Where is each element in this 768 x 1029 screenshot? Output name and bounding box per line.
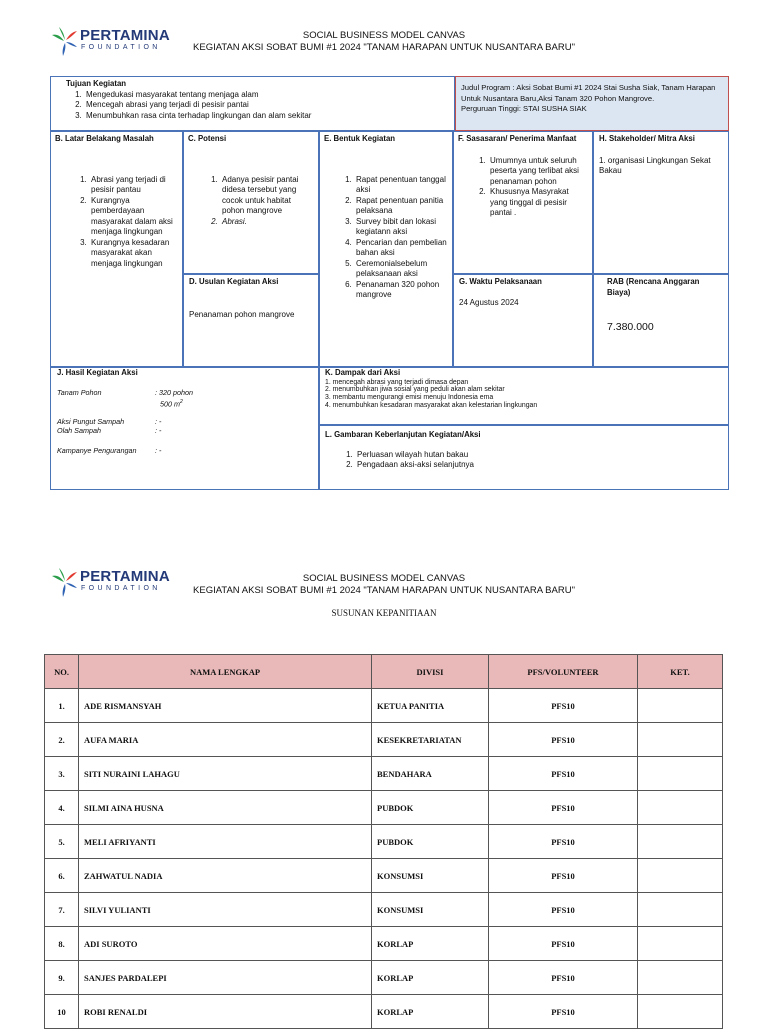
dampak-item: 1. mencegah abrasi yang terjadi dimasa depan xyxy=(325,378,469,386)
potensi-title: C. Potensi xyxy=(188,134,227,143)
keberlanjutan-box xyxy=(319,425,729,490)
row-ket xyxy=(638,723,723,757)
hasil-title: J. Hasil Kegiatan Aksi xyxy=(57,368,138,377)
tanam-area xyxy=(160,398,183,409)
bentuk-item: 4. Pencarian dan pembelian bahan aksi xyxy=(354,238,448,259)
row-divisi: KORLAP xyxy=(372,995,489,1029)
row-no: 1. xyxy=(45,689,79,723)
table-row xyxy=(45,757,723,791)
table-row xyxy=(45,927,723,961)
keberlanjutan-item: 1. Perluasan wilayah hutan bakau xyxy=(355,450,723,461)
row-divisi: KONSUMSI xyxy=(372,859,489,893)
row-ket xyxy=(638,689,723,723)
title-line-1: SOCIAL BUSINESS MODEL CANVAS xyxy=(302,30,466,41)
row-divisi: KORLAP xyxy=(372,927,489,961)
tanam-area-text: 500 m xyxy=(160,399,180,409)
title-line-2: KEGIATAN AKSI SOBAT BUMI #1 2024 "TANAM HARAPAN UNTUK NUSANTARA BARU" xyxy=(193,42,575,53)
row-pfs: PFS10 xyxy=(489,723,638,757)
kampanye-value: : - xyxy=(155,446,162,455)
hasil-kegiatan-box xyxy=(50,367,319,490)
table-row xyxy=(45,825,723,859)
row-ket xyxy=(638,995,723,1029)
panitia-table-body xyxy=(45,689,723,1029)
stakeholder-text: 1. organisasi Lingkungan Sekat Bakau xyxy=(599,155,711,175)
olah-value: : - xyxy=(155,426,162,435)
row-no: 7. xyxy=(45,893,79,927)
row-nama: SILVI YULIANTI xyxy=(79,893,372,927)
potensi-item: 1. Adanya pesisir pantai didesa tersebut yang cocok untuk habitat pohon mangrove xyxy=(220,175,314,217)
tujuan-item: 2. Mencegah abrasi yang terjadi di pesisir pantai xyxy=(84,100,454,111)
row-no: 8. xyxy=(45,927,79,961)
latar-item: 2. Kurangnya pemberdayaan masyarakat dalam aksi menjaga lingkungan xyxy=(89,196,178,238)
row-divisi: KESEKRETARIATAN xyxy=(372,723,489,757)
latar-item: 1. Abrasi yang terjadi di pesisir pantau xyxy=(89,175,178,196)
row-ket xyxy=(638,927,723,961)
waktu-box xyxy=(453,274,593,367)
panitia-table xyxy=(44,654,723,1029)
bentuk-kegiatan-box xyxy=(319,131,453,367)
row-pfs: PFS10 xyxy=(489,961,638,995)
row-ket xyxy=(638,893,723,927)
row-nama: MELI AFRIYANTI xyxy=(79,825,372,859)
row-divisi: KETUA PANITIA xyxy=(372,689,489,723)
latar-item: 3. Kurangnya kesadaran masyarakat akan menjaga lingkungan xyxy=(89,238,178,270)
kampanye-label: Kampanye Pengurangan xyxy=(57,446,137,455)
latar-title: B. Latar Belakang Masalah xyxy=(55,134,154,143)
pungut-label: Aksi Pungut Sampah xyxy=(57,417,125,426)
row-divisi: BENDAHARA xyxy=(372,757,489,791)
bentuk-title: E. Bentuk Kegiatan xyxy=(324,134,396,143)
col-header-divisi: DIVISI xyxy=(372,655,489,689)
title-line-1: SOCIAL BUSINESS MODEL CANVAS xyxy=(302,573,466,584)
row-no: 9. xyxy=(45,961,79,995)
sasaran-item: 1. Umumnya untuk seluruh peserta yang terlibat aksi penanaman pohon xyxy=(488,156,588,188)
dampak-box xyxy=(319,367,729,425)
dampak-item: 4. menumbuhkan kesadaran masyarakat akan kelestarian lingkungan xyxy=(325,401,538,409)
row-ket xyxy=(638,757,723,791)
tujuan-title: Tujuan Kegiatan xyxy=(66,79,127,88)
col-header-pfs: PFS/VOLUNTEER xyxy=(489,655,638,689)
row-divisi: PUBDOK xyxy=(372,791,489,825)
row-pfs: PFS10 xyxy=(489,995,638,1029)
table-row xyxy=(45,689,723,723)
usulan-title: D. Usulan Kegiatan Aksi xyxy=(189,277,279,286)
row-ket xyxy=(638,825,723,859)
logo-sub-text: FOUNDATION xyxy=(81,585,161,592)
judul-program-box xyxy=(455,76,729,131)
title-line-2: KEGIATAN AKSI SOBAT BUMI #1 2024 "TANAM HARAPAN UNTUK NUSANTARA BARU" xyxy=(193,585,575,596)
dampak-item: 2. menumbuhkan jiwa sosial yang peduli akan alam sekitar xyxy=(325,386,505,394)
keberlanjutan-item: 2. Pengadaan aksi-aksi selanjutnya xyxy=(355,460,723,471)
dampak-title: K. Dampak dari Aksi xyxy=(325,368,401,377)
waktu-text: 24 Agustus 2024 xyxy=(459,297,519,307)
sasaran-item: 2. Khususnya Masyrakat yang tinggal di pesisir pantai . xyxy=(488,187,588,219)
table-row xyxy=(45,723,723,757)
table-row xyxy=(45,893,723,927)
rab-box xyxy=(593,274,729,367)
tujuan-item: 1. Mengedukasi masyarakat tentang menjaga alam xyxy=(84,90,454,101)
table-row xyxy=(45,961,723,995)
table-row xyxy=(45,791,723,825)
rab-value: 7.380.000 xyxy=(607,321,654,333)
table-row xyxy=(45,995,723,1029)
dampak-item: 3. membantu mengurangi emisi menuju Indonesia ema xyxy=(325,394,494,402)
row-no: 3. xyxy=(45,757,79,791)
tanam-label: Tanam Pohon xyxy=(57,388,102,397)
tanam-area-sup: 2 xyxy=(179,399,183,405)
row-nama: SITI NURAINI LAHAGU xyxy=(79,757,372,791)
keberlanjutan-title: L. Gambaran Keberlanjutan Kegiatan/Aksi xyxy=(325,430,481,439)
row-nama: ROBI RENALDI xyxy=(79,995,372,1029)
usulan-text: Penanaman pohon mangrove xyxy=(189,309,295,319)
potensi-box xyxy=(183,131,319,274)
row-pfs: PFS10 xyxy=(489,927,638,961)
row-nama: SANJES PARDALEPI xyxy=(79,961,372,995)
row-nama: ADE RISMANSYAH xyxy=(79,689,372,723)
row-divisi: PUBDOK xyxy=(372,825,489,859)
rab-title: RAB (Rencana Anggaran Biaya) xyxy=(607,277,700,297)
susunan-kepanitiaan-title: SUSUNAN KEPANITIAAN xyxy=(331,608,437,618)
potensi-item: 2. Abrasi. xyxy=(220,217,314,228)
row-nama: SILMI AINA HUSNA xyxy=(79,791,372,825)
row-no: 4. xyxy=(45,791,79,825)
row-nama: AUFA MARIA xyxy=(79,723,372,757)
row-pfs: PFS10 xyxy=(489,689,638,723)
bentuk-item: 1. Rapat penentuan tanggal aksi xyxy=(354,175,448,196)
waktu-title: G. Waktu Pelaksanaan xyxy=(459,277,542,286)
tujuan-item: 3. Menumbuhkan rasa cinta terhadap lingkungan dan alam sekitar xyxy=(84,111,454,122)
bentuk-item: 5. Ceremonialsebelum pelaksanaan aksi xyxy=(354,259,448,280)
row-pfs: PFS10 xyxy=(489,825,638,859)
row-nama: ZAHWATUL NADIA xyxy=(79,859,372,893)
logo-sub-text: FOUNDATION xyxy=(81,44,161,51)
row-no: 6. xyxy=(45,859,79,893)
row-no: 10 xyxy=(45,995,79,1029)
row-pfs: PFS10 xyxy=(489,791,638,825)
perguruan-tinggi-text: Perguruan Tinggi: STAI SUSHA SIAK xyxy=(461,104,587,113)
row-ket xyxy=(638,961,723,995)
row-nama: ADI SUROTO xyxy=(79,927,372,961)
tujuan-kegiatan-box xyxy=(50,76,455,131)
judul-program-text: Judul Program : Aksi Sobat Bumi #1 2024 Stai Susha Siak, Tanam Harapan Untuk Nusantara Baru,Aksi Tanam 320 Pohon Mangrove. xyxy=(461,83,716,103)
sasaran-title: F. Sasasaran/ Penerima Manfaat xyxy=(458,134,577,143)
olah-label: Olah Sampah xyxy=(57,426,101,435)
row-ket xyxy=(638,859,723,893)
row-pfs: PFS10 xyxy=(489,859,638,893)
page-title xyxy=(0,573,768,597)
latar-belakang-box xyxy=(50,131,183,367)
tanam-value: : 320 pohon xyxy=(155,388,193,397)
row-ket xyxy=(638,791,723,825)
page-title xyxy=(0,30,768,54)
row-pfs: PFS10 xyxy=(489,893,638,927)
stakeholder-title: H. Stakeholder/ Mitra Aksi xyxy=(599,134,695,143)
table-header-row xyxy=(45,655,723,689)
table-row xyxy=(45,859,723,893)
col-header-no: NO. xyxy=(45,655,79,689)
row-no: 2. xyxy=(45,723,79,757)
bentuk-item: 3. Survey bibit dan lokasi kegiatann aksi xyxy=(354,217,448,238)
col-header-nama: NAMA LENGKAP xyxy=(79,655,372,689)
logo-brand-text: PERTAMINA xyxy=(80,27,170,44)
sasaran-box xyxy=(453,131,593,274)
pungut-value: : - xyxy=(155,417,162,426)
row-divisi: KORLAP xyxy=(372,961,489,995)
col-header-ket: KET. xyxy=(638,655,723,689)
row-divisi: KONSUMSI xyxy=(372,893,489,927)
row-no: 5. xyxy=(45,825,79,859)
bentuk-item: 6. Penanaman 320 pohon mangrove xyxy=(354,280,448,301)
usulan-kegiatan-box xyxy=(183,274,319,367)
logo-brand-text: PERTAMINA xyxy=(80,568,170,585)
row-pfs: PFS10 xyxy=(489,757,638,791)
bentuk-item: 2. Rapat penentuan panitia pelaksana xyxy=(354,196,448,217)
stakeholder-box xyxy=(593,131,729,274)
